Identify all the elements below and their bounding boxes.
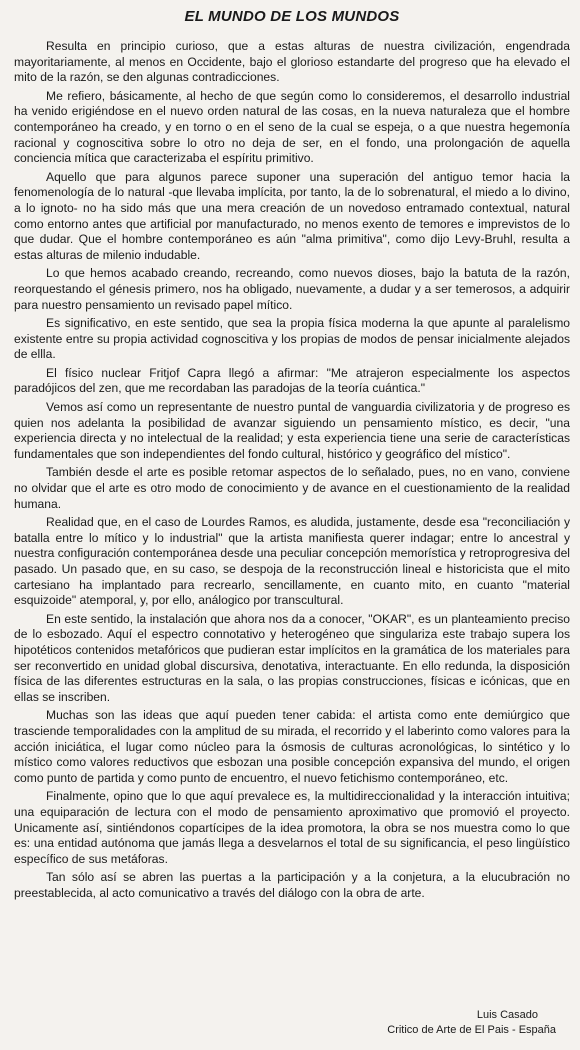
paragraph: Aquello que para algunos parece suponer una superación del antiguo temor hacia la fenomenología de lo natural -que llevaba implícita, por tanto, la de lo sobrenatural, el miedo a lo divino, a lo ignoto- no ha sido más que una mera creación de un novedoso entramado contextual, natural como entorno antes que artificial por manufacturado, no menos exento de temores e imprevistos de lo que dudar. Que el hombre contemporáneo es aún "alma primitiva", como dijo Levy-Bruhl, resulta a estas alturas de milenio indudable.	[14, 169, 570, 262]
author-role: Critico de Arte de El Pais - España	[387, 1024, 556, 1036]
author-signature	[387, 1008, 556, 1038]
paragraph: También desde el arte es posible retomar aspectos de lo señalado, pues, no en vano, conviene no olvidar que el arte es otro modo de conocimiento y de avance en el cuestionamiento de la realidad humana.	[14, 465, 570, 511]
paragraph: Lo que hemos acabado creando, recreando, como nuevos dioses, bajo la batuta de la razón, reorquestando el génesis primero, nos ha obligado, nuevamente, a dudar y a ser temerosos, a adquirir para nuestro pensamiento un revisado papel mítico.	[14, 266, 570, 312]
paragraph: Me refiero, básicamente, al hecho de que según como lo consideremos, el desarrollo industrial ha venido erigiéndose en el nuevo orden natural de las cosas, en la nueva naturaleza que el hombre contemporáneo ha creado, y en torno o en el seno de la cual se espeja, o a que nuestra hegemonía racional y cognoscitiva sobre lo otro no deja de ser, en el fondo, una prolongación de aquella conciencia mítica que caracterizaba el espíritu primitivo.	[14, 88, 570, 166]
paragraph: Muchas son las ideas que aquí pueden tener cabida: el artista como ente demiúrgico que trasciende temporalidades con la amplitud de su mirada, el recorrido y el laberinto como valores para la acción iniciática, el lugar como núcleo para la ósmosis de culturas acronológicas, lo sintético y lo místico como valores reductivos que esbozan una posible concepción expansiva del mundo, el origen como punto de partida y como punto de encuentro, el nuevo fetichismo contemporáneo, etc.	[14, 708, 570, 785]
paragraph: Realidad que, en el caso de Lourdes Ramos, es aludida, justamente, desde esa "reconciliación y batalla entre lo mítico y lo industrial" que la artista manifiesta querer indagar; entre lo ancestral y nuestra configuración contemporánea desde una peculiar concepción memorística y retroprogresiva del pasado. Un pasado que, en su caso, se despoja de la reconstrucción lineal e historicista que el mito cartesiano ha implantado para recrearlo, sencillamente, en cuanto mito, en cuanto "material esquizoide" atemporal, y, por ello, análogico por transcultural.	[14, 515, 570, 608]
article-body	[14, 39, 570, 901]
paragraph: Tan sólo así se abren las puertas a la participación y a la conjetura, a la elucubración no preestablecida, al acto comunicativo a través del diálogo con la obra de arte.	[14, 870, 570, 900]
paragraph: Resulta en principio curioso, que a estas alturas de nuestra civilización, engendrada mayoritariamente, al menos en Occidente, bajo el glorioso estandarte del progreso que ha elevado el mito de la razón, se den algunas contradicciones.	[14, 39, 570, 85]
paragraph: Vemos así como un representante de nuestro puntal de vanguardia civilizatoria y de progreso es quien nos adelanta la posibilidad de avanzar siguiendo un pensamiento místico, es decir, "una experiencia directa y no intelectual de la realidad; y esta experiencia tiene una serie de características fundamentales que son independientes del fondo cultural, histórico y geográfico del místico".	[14, 400, 570, 461]
author-name: Luis Casado	[476, 1009, 538, 1021]
paragraph: Finalmente, opino que lo que aquí prevalece es, la multidireccionalidad y la interacción intuitiva; una equiparación de lectura con el modo de pensamiento aproximativo que promovió el proyecto. Unicamente así, sintiéndonos copartícipes de la idea promotora, la obra se nos muestra como lo que es: una entidad autónoma que jamás llega a desvelarnos el total de su significancia, el peso lingüístico específico de sus metáforas.	[14, 789, 570, 866]
paragraph: El físico nuclear Fritjof Capra llegó a afirmar: "Me atrajeron especialmente los aspectos paradójicos del zen, que me recordaban las paradojas de la teoría cuántica."	[14, 365, 570, 396]
paragraph: Es significativo, en este sentido, que sea la propia física moderna la que apunte al paralelismo existente entre su propia actividad cognoscitiva y los propias de modos de pensar inicialmente alejados de ellla.	[14, 316, 570, 362]
paragraph: En este sentido, la instalación que ahora nos da a conocer, "OKAR", es un planteamiento preciso de lo esbozado. Aquí el espectro connotativo y heterogéneo que singulariza este trabajo supera los hipotéticos contenidos metafóricos que pudieran estar implícitos en la gramática de los materiales para ser reconvertido en unidad global discursiva, denotativa, interactuante. En ello redunda, la disposición física de las diferentes estructuras en la sala, o las propias construcciones, físicas e icónicas, que en ellas se inscriben.	[14, 611, 570, 704]
article-title: EL MUNDO DE LOS MUNDOS	[184, 8, 400, 25]
